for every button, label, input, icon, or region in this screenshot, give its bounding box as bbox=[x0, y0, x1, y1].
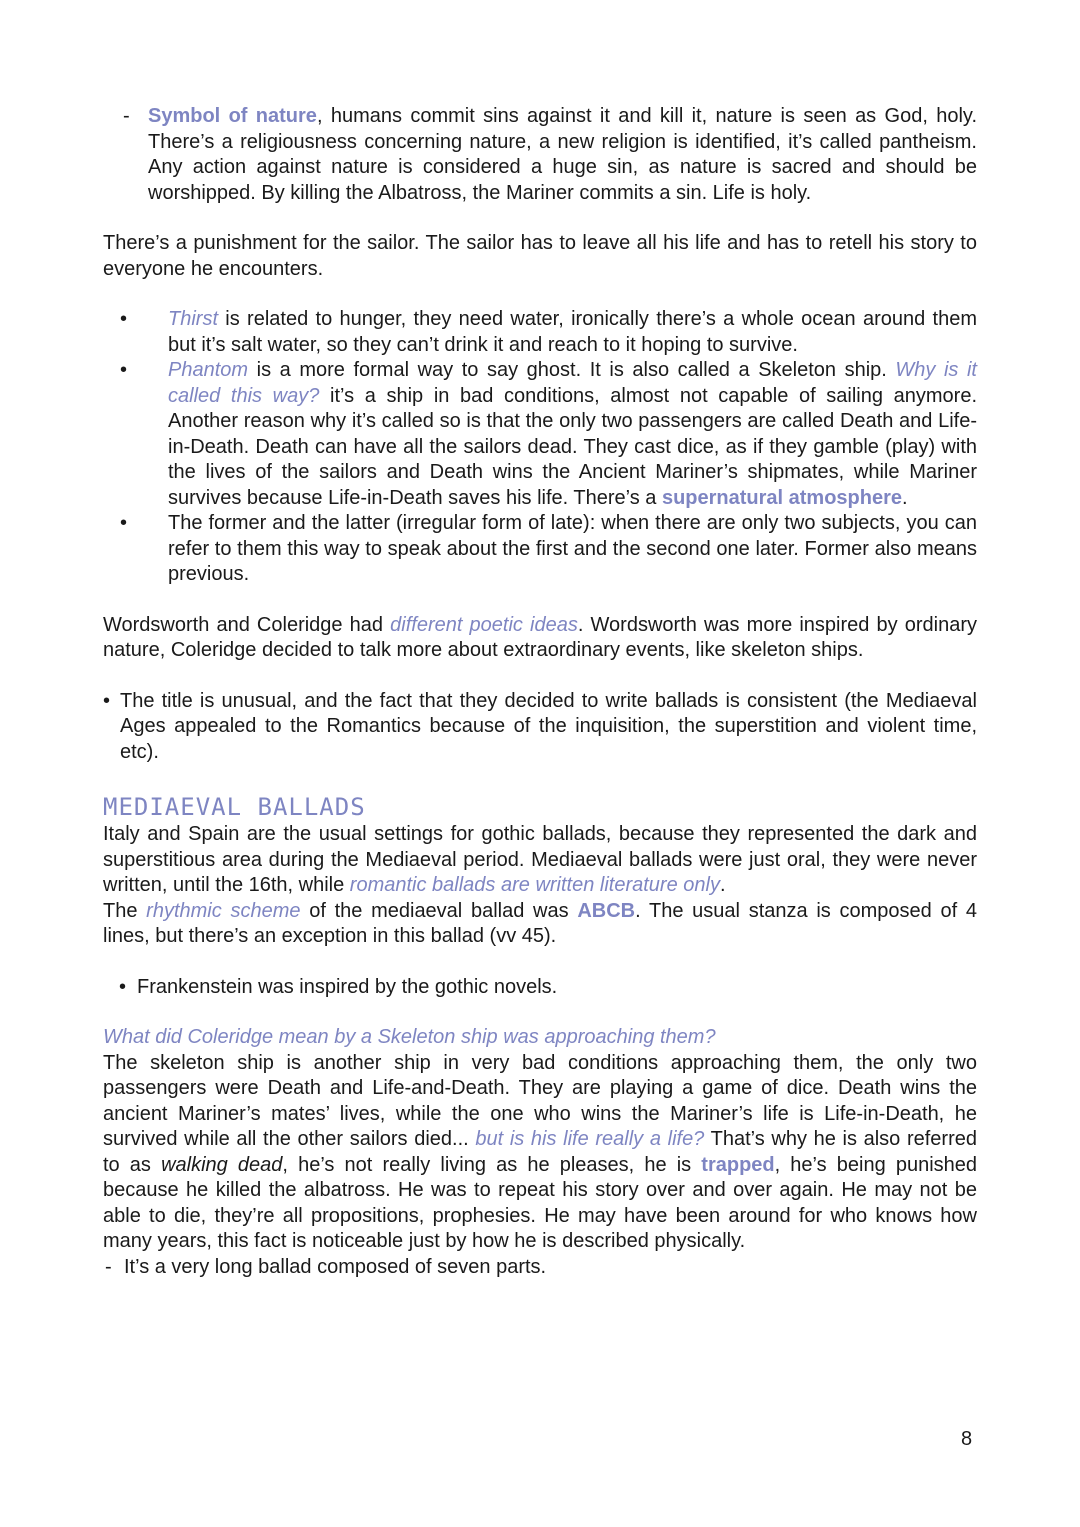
paragraph-skeleton-ship: The skeleton ship is another ship in very bad conditions approaching them, the only two passengers were Death and Life-and-Death. They are playing a game of dice. Death wins the ancient Mariner’s mates’ lives, while the one who wins the Mariner’s life is Life-in-Death, he survived while all the other sailors died... but is his life really a life? That’s why he is also referred to as walking dead, he’s not really living as he pleases, he is trapped, he’s being punished because he killed the albatross. He was to repeat his story over and over again. He may not be able to die, they’re all propositions, prophesies. He may have been around for who knows how many years, this fact is noticeable just by how he is described physically. bbox=[103, 1051, 978, 1252]
question-why-called: Why is it called this way? bbox=[168, 359, 977, 407]
bullet-item-thirst: • Thirst is related to hunger, they need water, ironically there’s a whole ocean around them but it’s salt water, so they can’t drink it and reach to it hoping to survive. bbox=[120, 308, 977, 356]
term-abcb: ABCB bbox=[577, 899, 636, 922]
section-heading: MEDIAEVAL BALLADS bbox=[103, 793, 366, 821]
term-symbol-of-nature: Symbol of nature bbox=[148, 105, 317, 127]
term-supernatural-atmosphere: supernatural atmosphere bbox=[661, 486, 903, 509]
term-trapped: trapped bbox=[701, 1153, 775, 1176]
bullet-marker: • bbox=[119, 975, 127, 998]
dash-item-seven-parts: - It’s a very long ballad composed of seven parts. bbox=[103, 1255, 977, 1281]
term-thirst: Thirst bbox=[168, 308, 218, 330]
bullet-marker: • bbox=[120, 359, 128, 381]
bullet-marker: • bbox=[103, 689, 111, 712]
bullet-marker: • bbox=[120, 308, 128, 330]
dash-marker: - bbox=[105, 1255, 112, 1278]
term-phantom: Phantom bbox=[168, 359, 249, 381]
term-different-poetic-ideas: different poetic ideas bbox=[390, 613, 578, 636]
page-number: 8 bbox=[961, 1428, 973, 1450]
term-romantic-ballads: romantic ballads are written literature only bbox=[349, 874, 720, 896]
question-skeleton-ship: What did Coleridge mean by a Skeleton ship was approaching them? bbox=[103, 1026, 716, 1048]
paragraph-ballads: Italy and Spain are the usual settings for gothic ballads, because they represented the dark and superstitious area during the Mediaeval period. Mediaeval ballads were just oral, they were never written, until the 16th, while romantic ballads are written literature only. bbox=[103, 823, 977, 896]
paragraph-rhythmic-scheme: The rhythmic scheme of the mediaeval ballad was ABCB. The usual stanza is composed of 4 lines, but there’s an exception in this ballad (vv 45). bbox=[103, 899, 977, 947]
bullet-marker: • bbox=[120, 512, 128, 534]
document-page bbox=[103, 104, 977, 1280]
dash-marker: - bbox=[123, 105, 130, 127]
bullet-item-title: • The title is unusual, and the fact that they decided to write ballads is consistent (the Mediaeval Ages appealed to the Romantics because of the inquisition, the superstition and violent time, etc). bbox=[103, 689, 977, 763]
bullet-item-former-latter: • The former and the latter (irregular form of late): when there are only two subjects, you can refer to them this way to speak about the first and the second one later. Former also means previous. bbox=[120, 512, 977, 585]
paragraph-wordsworth: Wordsworth and Coleridge had different poetic ideas. Wordsworth was more inspired by ordinary nature, Coleridge decided to talk more about extraordinary events, like skeleton ships. bbox=[103, 613, 977, 661]
term-rhythmic-scheme: rhythmic scheme bbox=[146, 899, 301, 922]
dash-item-symbol-of-nature: - Symbol of nature, humans commit sins against it and kill it, nature is seen as God, holy. There’s a religiousness concerning nature, a new religion is identified, it’s called pantheism. Any action against nature is considered a huge sin, as nature is sacred and should be worshipped. By killing the Albatross, the Mariner commits a sin. Life is holy. bbox=[123, 105, 977, 204]
paragraph-punishment: There’s a punishment for the sailor. The sailor has to leave all his life and has to retell his story to everyone he encounters. bbox=[103, 232, 977, 280]
question-life-really: but is his life really a life? bbox=[475, 1128, 705, 1150]
term-walking-dead: walking dead bbox=[161, 1153, 283, 1176]
bullet-item-phantom: • Phantom is a more formal way to say ghost. It is also called a Skeleton ship. Why is it called this way? it’s a ship in bad conditions, almost not capable of sailing anymore. Another reason why it’s called so is that the only two passengers are called Death and Life-in-Death. Death can have all the sailors dead. They cast dice, as if they gamble (play) with the lives of the sailors and Death wins the Ancient Mariner’s shipmates, while Mariner survives because Life-in-Death saves his life. There’s a supernatural atmosphere. bbox=[120, 359, 978, 509]
bullet-item-frankenstein: • Frankenstein was inspired by the gothic novels. bbox=[103, 975, 977, 1001]
